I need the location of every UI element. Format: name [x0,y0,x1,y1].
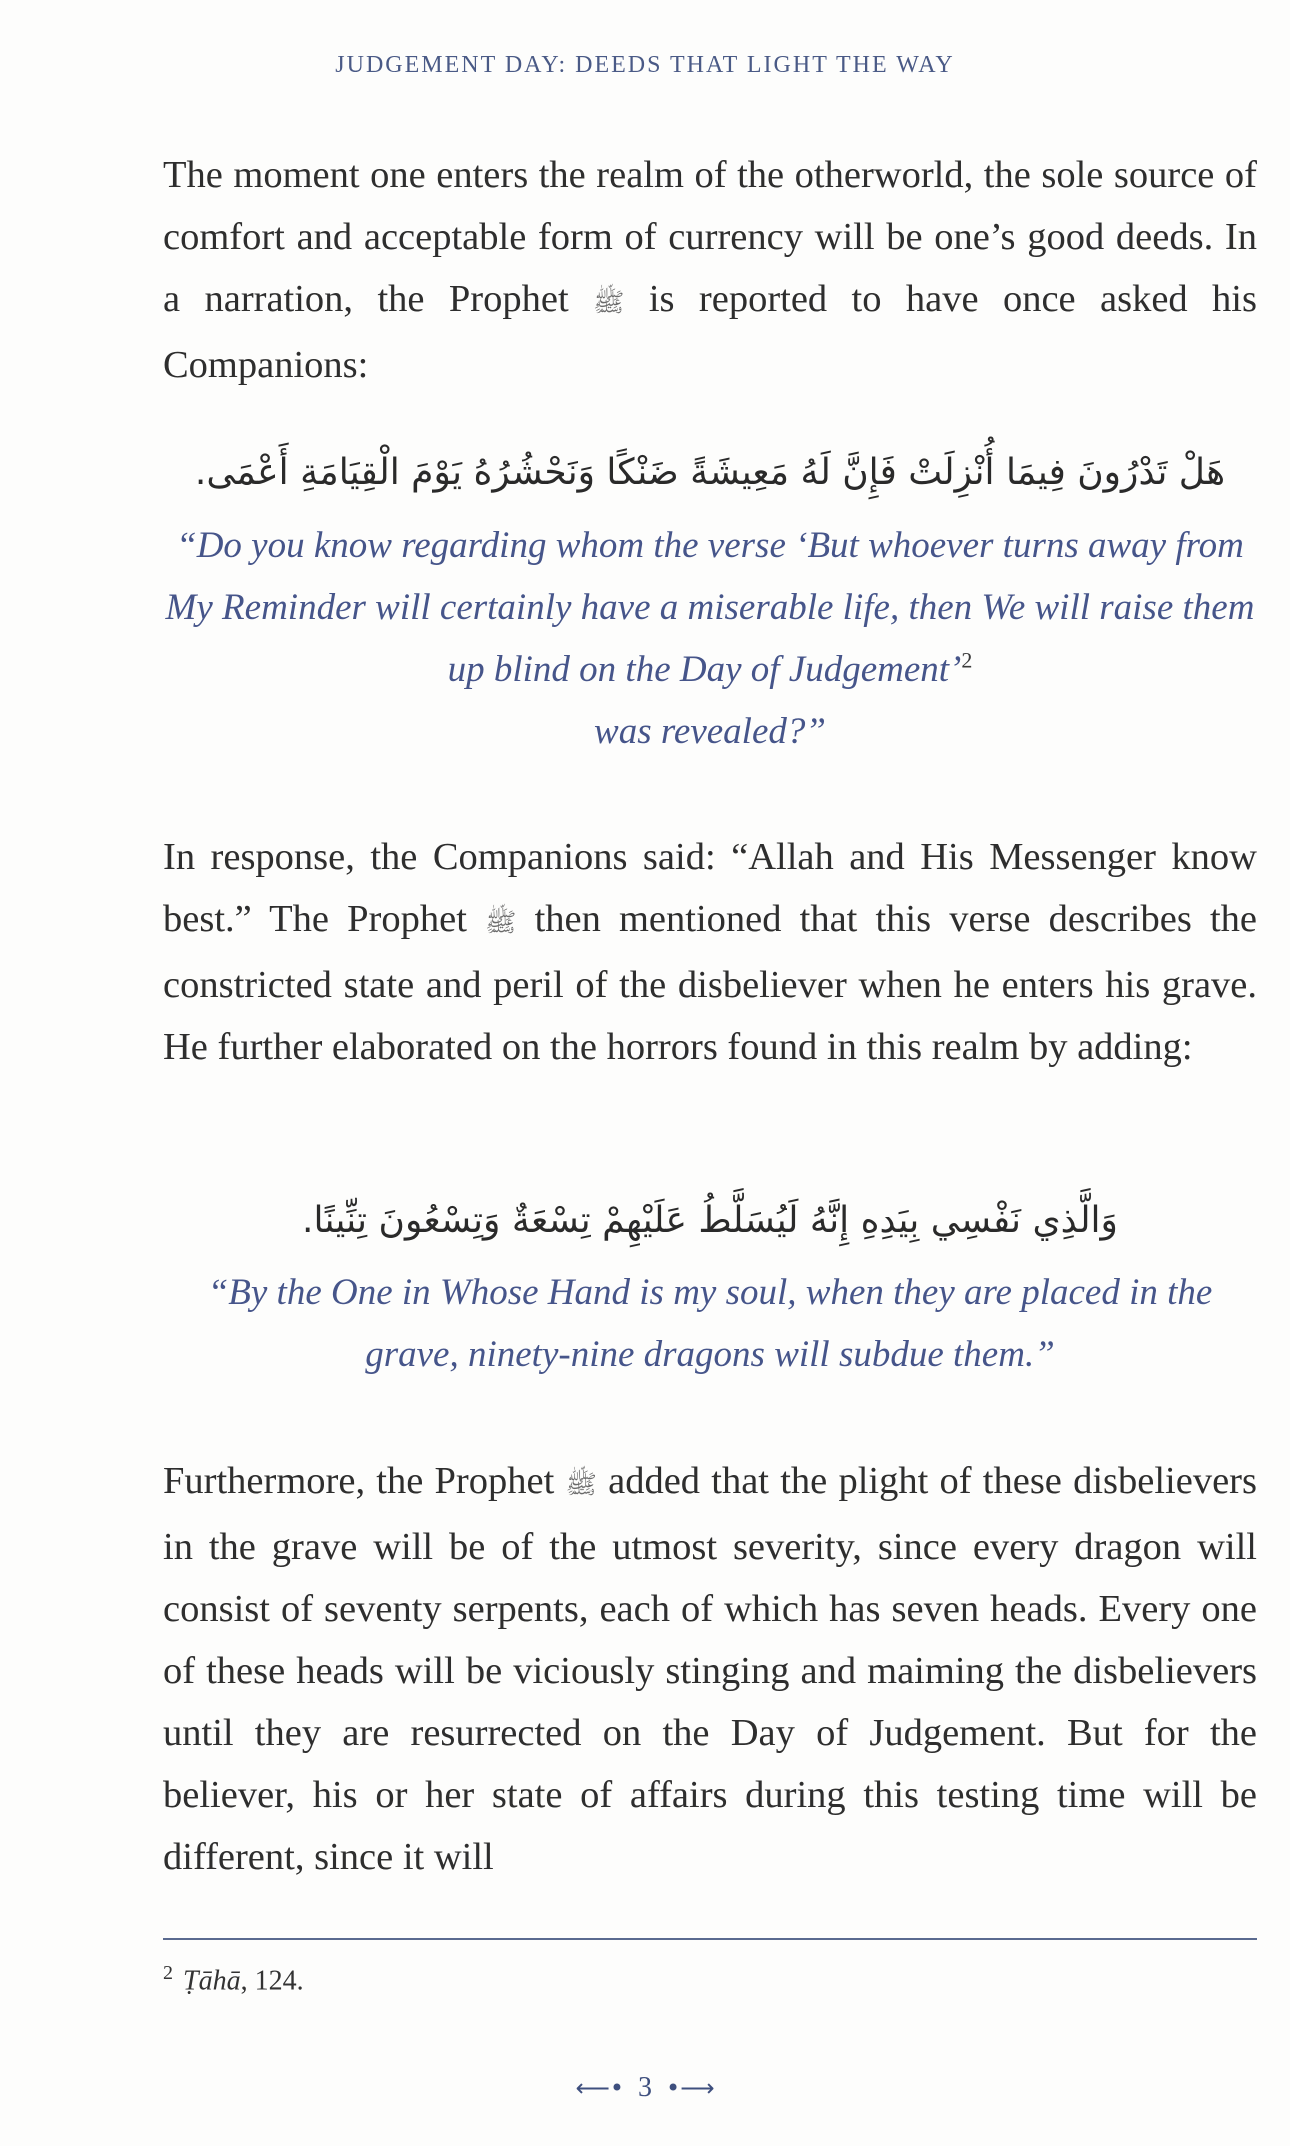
footnote-number: 2 [163,1962,173,1984]
paragraph-2 [163,826,1257,1078]
translation-quote-2: “By the One in Whose Hand is my soul, when they are placed in the grave, ninety-nine dragons will subdue them.” [207,1272,1213,1375]
salutation-glyph: ﷺ [593,288,625,318]
arabic-verse-1: هَلْ تَدْرُونَ فِيمَا أُنْزِلَتْ فَإِنَّ لَهُ مَعِيشَةً ضَنْكًا وَنَحْشُرُهُ يَوْمَ الْقِيَامَةِ أَعْمَى. [194,452,1226,493]
page-number: 3 [638,2071,652,2103]
arabic-verse-2: وَالَّذِي نَفْسِي بِيَدِهِ إِنَّهُ لَيُسَلَّطُ عَلَيْهِمْ تِسْعَةٌ وَتِسْعُونَ تِنِّينًا. [302,1200,1118,1241]
translation-quote-1 [163,515,1257,763]
footnote-divider [163,1938,1257,1940]
paragraph-3-text-b: added that the plight of these disbelievers in the grave will be of the utmost severity, since every dragon will consist of seventy serpents, each of which has seven heads. Every one of these heads will be viciously stinging and maiming the disbelievers until they are resurrected on the Day of Judgement. But for the believer, his or her state of affairs during this testing time will be different, since it will [163,1460,1257,1878]
page-folio [0,2070,1290,2104]
paragraph-1-text-a: The moment one enters the realm of the otherworld, the sole source of comfort and acceptable form of currency will be one’s good deeds. In a narration, the Prophet [163,154,1257,320]
running-head: JUDGEMENT DAY: DEEDS THAT LIGHT THE WAY [335,52,955,78]
paragraph-3 [163,1450,1257,1888]
footnote-source-ref: , 124. [240,1965,304,1997]
salutation-glyph: ﷺ [565,1470,597,1500]
quote-1-text: “Do you know regarding whom the verse ‘But whoever turns away from My Reminder will certainly have a miserable life, then We will raise them up blind on the Day of Judgement’ [165,525,1255,690]
paragraph-1 [163,144,1257,396]
footnote [163,1962,304,1997]
salutation-glyph: ﷺ [485,908,517,938]
footnote-reference[interactable]: 2 [961,647,973,673]
paragraph-1-text-b: is reported to have once asked his Companions: [163,278,1257,386]
paragraph-2-text-b: then mentioned that this verse describes the constricted state and peril of the disbeliever when he enters his grave. He further elaborated on the horrors found in this realm by adding: [163,898,1257,1068]
ornament-right-icon: •⟶ [666,2073,715,2102]
quote-1-tail: was revealed?” [594,711,826,752]
paragraph-3-text-a: Furthermore, the Prophet [163,1460,566,1502]
footnote-source-title: Ṭāhā [183,1965,241,1997]
ornament-left-icon: ⟵• [575,2073,624,2102]
paragraph-2-text-a: In response, the Companions said: “Allah and His Messenger know best.” The Prophet [163,836,1257,940]
